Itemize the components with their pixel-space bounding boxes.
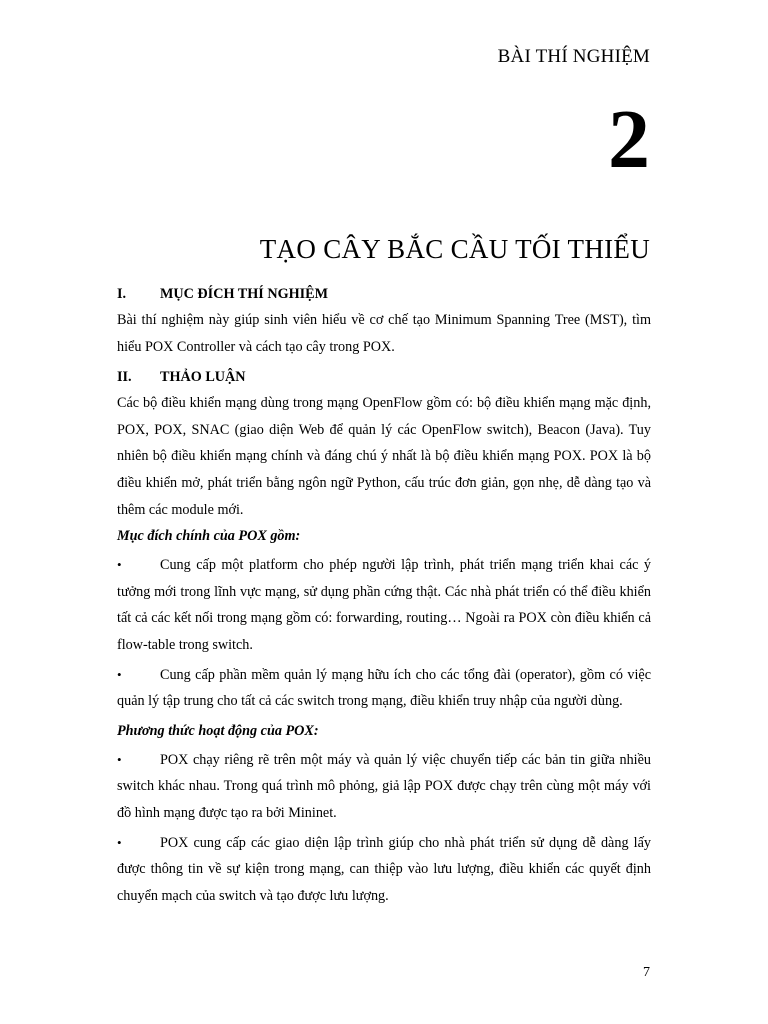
section-number: II. bbox=[117, 369, 132, 386]
purpose-paragraph: Bài thí nghiệm này giúp sinh viên hiểu về cơ chế tạo Minimum Spanning Tree (MST), tìm hiểu POX Controller và cách tạo cây trong POX. bbox=[117, 312, 651, 355]
bullet-icon: • bbox=[117, 557, 122, 573]
section-title: THẢO LUẬN bbox=[160, 369, 246, 386]
bullet-icon: • bbox=[117, 834, 122, 850]
list-item-text: POX cung cấp các giao diện lập trình giúp cho nhà phát triển sử dụng dễ dàng lấy được thông tin về sự kiện trong mạng, can thiệp vào lưu lượng, điều khiển các quyết định chuyển mạch của switch và tạo được lưu lượng. bbox=[117, 834, 651, 904]
bullet-icon: • bbox=[117, 751, 122, 767]
list-item bbox=[117, 552, 651, 661]
chapter-title: TẠO CÂY BẮC CẦU TỐI THIỂU bbox=[259, 234, 650, 264]
section-number: I. bbox=[117, 286, 127, 302]
list-item bbox=[117, 662, 651, 718]
section-title: MỤC ĐÍCH THÍ NGHIỆM bbox=[160, 286, 329, 302]
section-heading-purpose bbox=[117, 281, 651, 307]
experiment-label: BÀI THÍ NGHIỆM bbox=[497, 46, 650, 67]
page-number: 7 bbox=[643, 965, 650, 980]
list-item bbox=[117, 830, 651, 913]
bullet-icon: • bbox=[117, 666, 122, 682]
experiment-number: 2 bbox=[608, 93, 650, 186]
list-item-text: POX chạy riêng rẽ trên một máy và quản lý việc chuyển tiếp các bản tin giữa nhiều switch khác nhau. Trong quá trình mô phỏng, giả lập POX được chạy trên cùng một máy với đồ hình mạng được tạo ra bởi Mininet. bbox=[117, 751, 651, 821]
discussion-paragraph: Các bộ điều khiển mạng dùng trong mạng OpenFlow gồm có: bộ điều khiển mạng mặc định, POX, POX, SNAC (giao diện Web để quản lý các OpenFlow switch), Beacon (Java). Tuy nhiên bộ điều khiển mạng chính và đáng chú ý nhất là bộ điều khiển mạng POX. POX là bộ điều khiển mở, phát triển bằng ngôn ngữ Python, cấu trúc đơn giản, gọn nhẹ, dễ dàng tạo và thêm các module mới. bbox=[117, 395, 651, 518]
subheading-pox-purpose: Mục đích chính của POX gồm: bbox=[117, 528, 301, 545]
list-item-text: Cung cấp một platform cho phép người lập trình, phát triển mạng triển khai các ý tưởng mới trong lĩnh vực mạng, sử dụng phần cứng thật. Các nhà phát triển có thể điều khiển tất cả các kết nối trong mạng gồm có: forwarding, routing… Ngoài ra POX còn điều khiển cả flow-table trong switch. bbox=[117, 557, 651, 653]
page-content bbox=[117, 281, 651, 912]
subheading-pox-operation: Phương thức hoạt động của POX: bbox=[117, 722, 319, 739]
section-heading-discussion bbox=[117, 364, 651, 390]
list-item-text: Cung cấp phần mềm quản lý mạng hữu ích cho các tổng đài (operator), gồm có việc quản lý tập trung cho tất cả các switch trong mạng, điều khiển truy nhập của người dùng. bbox=[117, 666, 651, 710]
list-item bbox=[117, 747, 651, 830]
